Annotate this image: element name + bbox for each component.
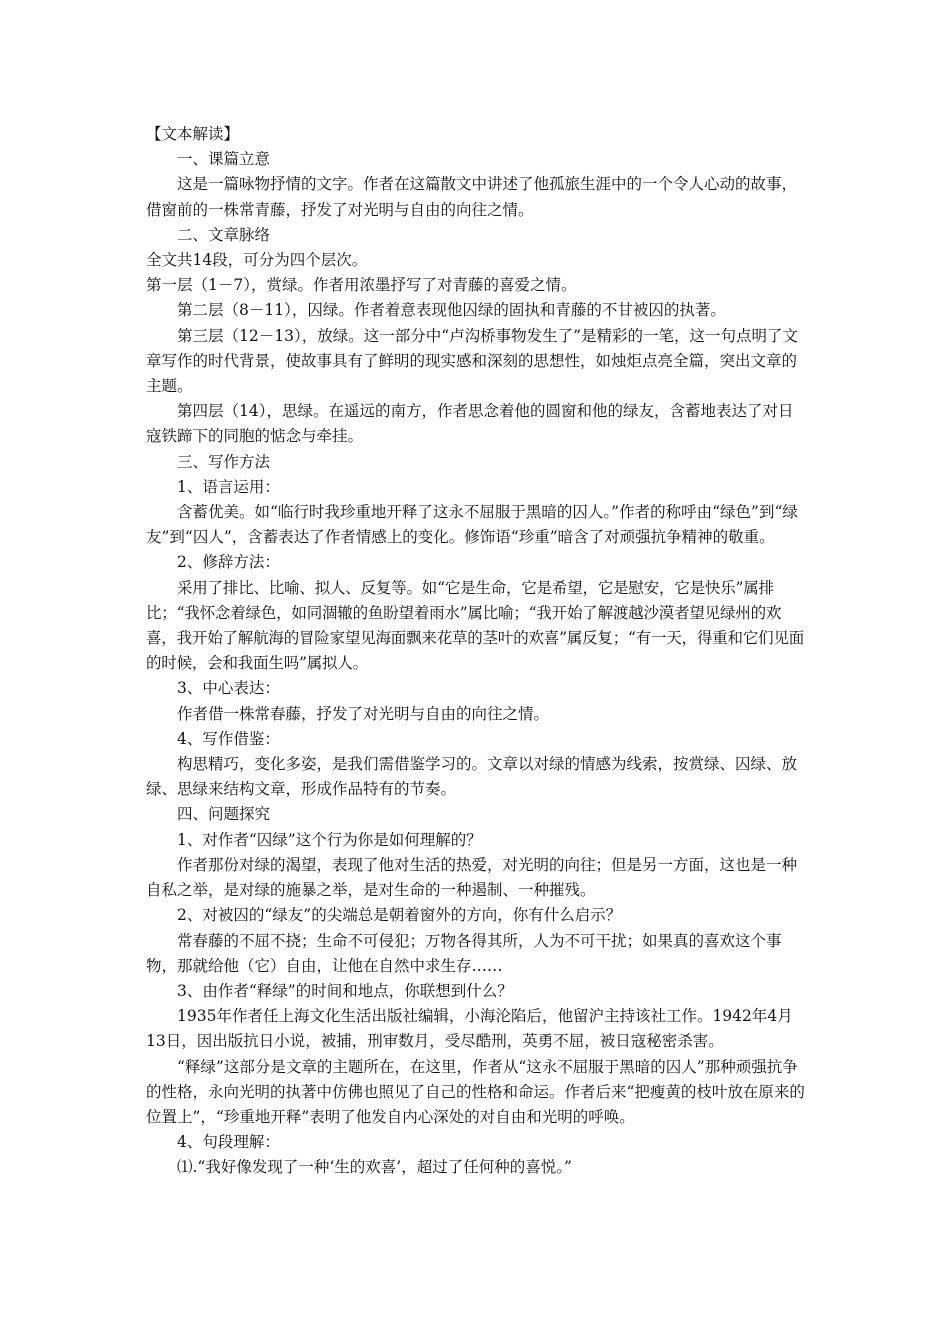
- question: 1、对作者“囚绿”这个行为你是如何理解的？: [177, 830, 482, 849]
- paragraph: 1935年作者任上海文化生活出版社编辑，小海沦陷后，他留沪主持该社工作。1942年4月13日，因出版抗日小说，被捕，刑审数月，受尽酷刑，英勇不屈，被日寇秘密杀害。: [146, 1007, 793, 1051]
- subheading: 2、修辞方法：: [177, 553, 280, 572]
- paragraph: 第四层（14），思绿。在遥远的南方，作者思念着他的圆窗和他的绿友，含蓄地表达了对日寇铁蹄下的同胞的惦念与牵挂。: [146, 402, 794, 446]
- paragraph: 第三层（12－13），放绿。这一部分中“卢沟桥事物发生了”是精彩的一笔，这一句点明了文章写作的时代背景，使故事具有了鲜明的现实感和深刻的思想性，如烛炬点亮全篇，突出文章的主题。: [146, 326, 799, 396]
- subheading: 1、语言运用：: [177, 477, 280, 496]
- paragraph: “释绿”这部分是文章的主题所在，在这里，作者从“这永不屈服于黑暗的囚人”那种顽强抗争的性格，永向光明的执著中仿佛也照见了自己的性格和命运。作者后来“把瘦黄的枝叶放在原来的位置上”，“珍重地开释”表明了他发自内心深处的对自由和光明的呼唤。: [146, 1057, 805, 1126]
- paragraph: 作者借一株常春藤，抒发了对光明与自由的向往之情。: [177, 704, 550, 723]
- paragraph: ⑴.“我好像发现了一种‘生的欢喜’，超过了任何种的喜悦。”: [177, 1158, 572, 1177]
- heading-2: 二、文章脉络: [177, 225, 271, 244]
- paragraph: 采用了排比、比喻、拟人、反复等。如“它是生命，它是希望，它是慰安，它是快乐”属排比；“我怀念着绿色，如同涸辙的鱼盼望着雨水”属比喻；“我开始了解渡越沙漠者望见绿州的欢喜，我开始了解航海的冒险家望见海面飘来花草的茎叶的欢喜”属反复；“有一天，得重和它们见面的时候，会和我面生吗”属拟人。: [146, 578, 805, 673]
- paragraph: 全文共14段，可分为四个层次。: [146, 251, 368, 270]
- heading-4: 四、问题探究: [177, 805, 271, 824]
- paragraph: 第二层（8－11），囚绿。作者着意表现他囚绿的固执和青藤的不甘被囚的执著。: [177, 301, 726, 320]
- paragraph: 第一层（1－7），赏绿。作者用浓墨抒写了对青藤的喜爱之情。: [146, 276, 577, 295]
- paragraph: 含蓄优美。如“临行时我珍重地开释了这永不屈服于黑暗的囚人。”作者的称呼由“绿色”到“绿友”到“囚人”，含蓄表达了作者情感上的变化。修饰语“珍重”暗含了对顽强抗争精神的敬重。: [146, 503, 798, 547]
- question: 3、由作者“释绿”的时间和地点，你联想到什么？: [177, 981, 513, 1000]
- section-title: 【文本解读】: [146, 125, 240, 143]
- paragraph: 这是一篇咏物抒情的文字。作者在这篇散文中讲述了他孤旅生涯中的一个令人心动的故事，借窗前的一株常青藤，抒发了对光明与自由的向往之情。: [146, 175, 798, 219]
- heading-1: 一、课篇立意: [177, 150, 271, 169]
- document-body: [146, 122, 806, 1181]
- subheading: 4、句段理解：: [177, 1133, 280, 1152]
- paragraph: 作者那份对绿的渴望，表现了他对生活的热爱，对光明的向往；但是另一方面，这也是一种自私之举，是对绿的施暴之举，是对生命的一种遏制、一种摧残。: [146, 855, 798, 900]
- paragraph: 构思精巧，变化多姿，是我们需借鉴学习的。文章以对绿的情感为线索，按赏绿、囚绿、放绿、思绿来结构文章，形成作品特有的节奏。: [146, 755, 798, 799]
- heading-3: 三、写作方法: [177, 452, 271, 471]
- subheading: 4、写作借鉴：: [177, 729, 280, 748]
- paragraph: 常春藤的不屈不挠；生命不可侵犯；万物各得其所，人为不可干扰；如果真的喜欢这个事物，那就给他（它）自由，让他在自然中求生存……: [146, 931, 782, 975]
- subheading: 3、中心表达：: [177, 679, 280, 698]
- question: 2、对被囚的“绿友”的尖端总是朝着窗外的方向，你有什么启示？: [177, 906, 622, 925]
